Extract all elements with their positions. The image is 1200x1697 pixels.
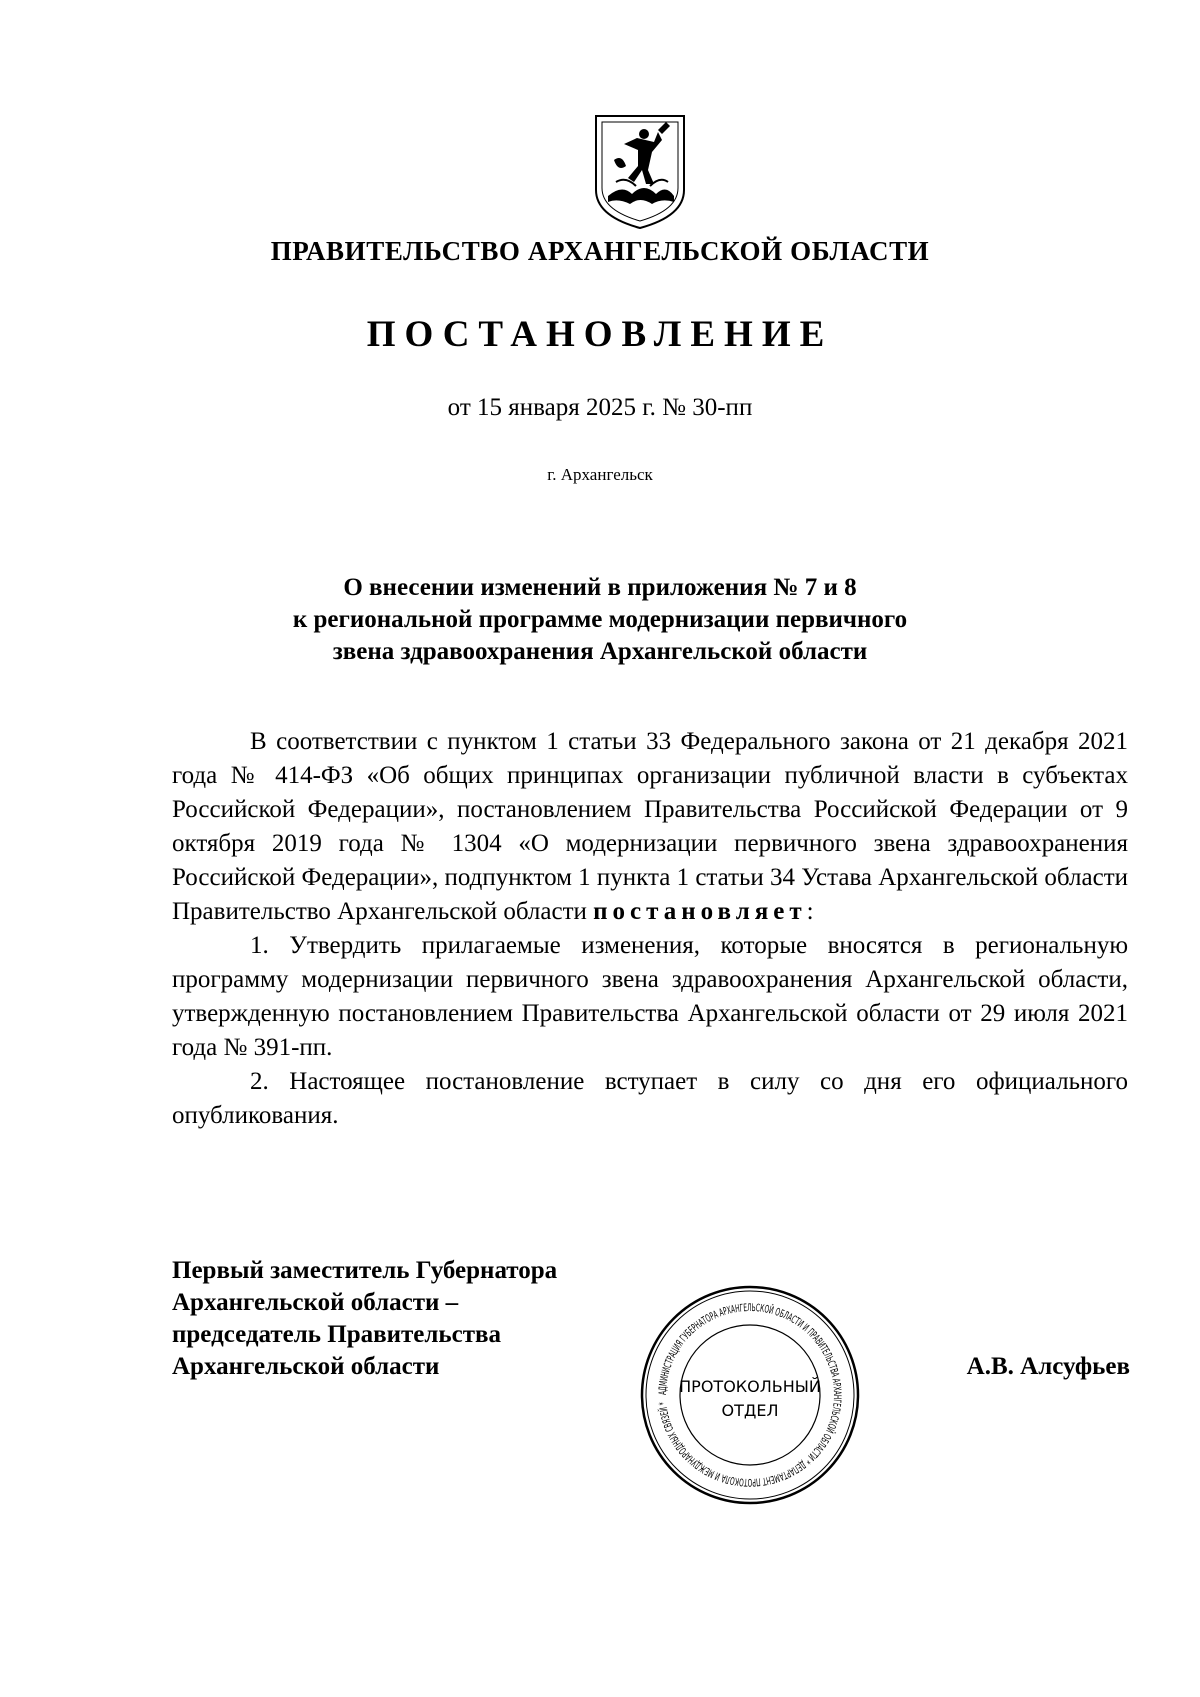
preamble-paragraph bbox=[172, 725, 1128, 929]
position-line: председатель Правительства bbox=[172, 1321, 502, 1348]
stamp-center-line: ОТДЕЛ bbox=[721, 1401, 779, 1420]
preamble-text: В соответствии с пунктом 1 статьи 33 Федерального закона от 21 декабря 2021 года № 414-ФЗ «Об общих принципах организации публичной власти в субъектах Российской Федерации», постановлением Правительства Российской Федерации от 9 октября 2019 года № 1304 «О модернизации первичного звена здравоохранения Российской Федерации», подпунктом 1 пункта 1 статьи 34 Устава Архангельской области Правительство Архангельской области bbox=[172, 728, 1129, 925]
signatory-position bbox=[172, 1255, 642, 1383]
stamp-ring-text: АДМИНИСТРАЦИЯ ГУБЕРНАТОРА АРХАНГЕЛЬСКОЙ ОБЛАСТИ И ПРАВИТЕЛЬСТВА АРХАНГЕЛЬСКОЙ ОБЛАСТИ * ДЕПАРТАМЕНТ ПРОТОКОЛА И МЕЖДУНАРОДНЫХ СВЯЗЕЙ * bbox=[656, 1301, 844, 1489]
decree-word: постановляет bbox=[593, 898, 807, 925]
document-type: ПОСТАНОВЛЕНИЕ bbox=[366, 314, 834, 355]
item-1-paragraph: 1. Утвердить прилагаемые изменения, которые вносятся в региональную программу модернизации первичного звена здравоохранения Архангельской области, утвержденную постановлением Правительства Архангельской области от 29 июля 2021 года № 391-пп. bbox=[172, 932, 1128, 1061]
signatory-name: А.В. Алсуфьев bbox=[966, 1353, 1130, 1380]
position-line: Архангельской области – bbox=[172, 1289, 459, 1316]
document-body bbox=[172, 725, 1128, 1133]
title-line: О внесении изменений в приложения № 7 и 8 bbox=[343, 574, 857, 601]
organization-name: ПРАВИТЕЛЬСТВО АРХАНГЕЛЬСКОЙ ОБЛАСТИ bbox=[270, 236, 930, 266]
official-stamp bbox=[637, 1282, 863, 1508]
stamp-center-line: ПРОТОКОЛЬНЫЙ bbox=[679, 1377, 821, 1396]
item-2-paragraph: 2. Настоящее постановление вступает в силу со дня его официального опубликования. bbox=[172, 1068, 1128, 1129]
decree-colon: : bbox=[806, 898, 814, 925]
position-line: Архангельской области bbox=[172, 1353, 440, 1380]
document-date-number: от 15 января 2025 г. № 30-пп bbox=[447, 394, 753, 421]
title-line: к региональной программе модернизации первичного bbox=[292, 606, 908, 633]
title-line: звена здравоохранения Архангельской области bbox=[332, 638, 868, 665]
document-title bbox=[0, 572, 1200, 668]
position-line: Первый заместитель Губернатора bbox=[172, 1257, 558, 1284]
coat-of-arms-icon bbox=[592, 112, 688, 230]
document-city: г. Архангельск bbox=[547, 465, 653, 484]
